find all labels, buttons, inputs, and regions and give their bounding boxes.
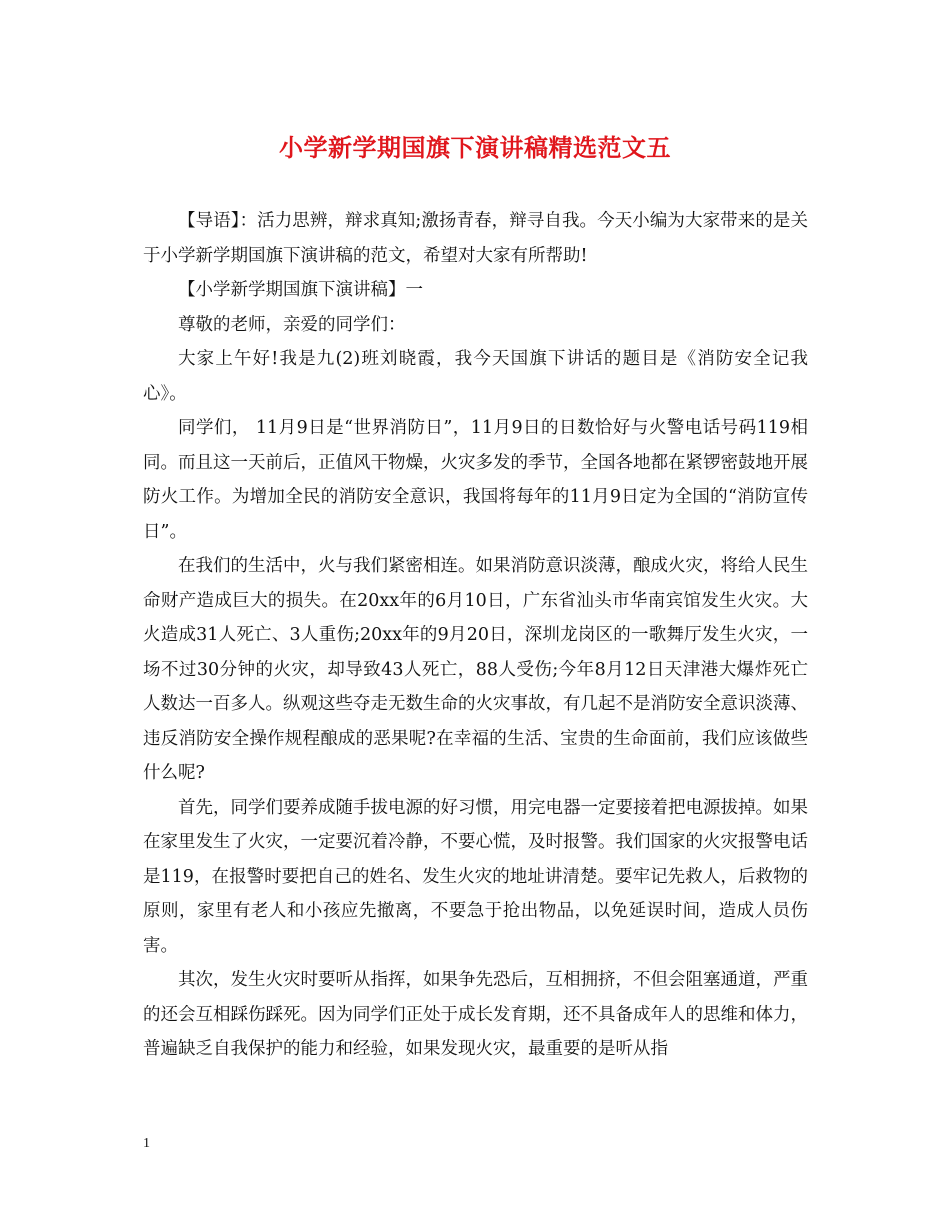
paragraph-opening: 大家上午好!我是九(2)班刘晓霞，我今天国旗下讲话的题目是《消防安全记我心》。 — [143, 349, 808, 404]
paragraph-fire-day: 同学们， 11月9日是“世界消防日”，11月9日的日数恰好与火警电话号码119相同。而且这一天前后，正值风干物燥，火灾多发的季节，全国各地都在紧锣密鼓地开展防火工作。为增加全民的消防安全意识，我国将每年的11月9日定为全国的“消防宣传日”。 — [143, 418, 808, 542]
paragraph-section-heading: 【小学新学期国旗下演讲稿】一 — [178, 280, 423, 300]
paragraph-fire-cases: 在我们的生活中，火与我们紧密相连。如果消防意识淡薄，酿成火灾，将给人民生命财产造成巨大的损失。在20xx年的6月10日，广东省汕头市华南宾馆发生火灾。大火造成31人死亡、3人重伤;20xx年的9月20日，深圳龙岗区的一歌舞厅发生火灾，一场不过30分钟的火灾，却导致43人死亡，88人受伤;今年8月12日天津港大爆炸死亡人数达一百多人。纵观这些夺走无数生命的火灾事故，有几起不是消防安全意识淡薄、违反消防安全操作规程酿成的恶果呢?在幸福的生活、宝贵的生命面前，我们应该做些什么呢? — [143, 556, 808, 783]
document-body — [143, 204, 808, 1067]
paragraph-intro: 【导语】：活力思辨，辩求真知;激扬青春，辩寻自我。今天小编为大家带来的是关于小学新学期国旗下演讲稿的范文，希望对大家有所帮助! — [143, 211, 808, 266]
page-number: 1 — [143, 1136, 150, 1151]
paragraph-greeting: 尊敬的老师，亲爱的同学们： — [178, 314, 406, 335]
paragraph-first-advice: 首先，同学们要养成随手拔电源的好习惯，用完电器一定要接着把电源拔掉。如果在家里发生了火灾，一定要沉着冷静，不要心慌，及时报警。我们国家的火灾报警电话是119，在报警时要把自己的姓名、发生火灾的地址讲清楚。要牢记先救人，后救物的原则，家里有老人和小孩应先撤离，不要急于抢出物品，以免延误时间，造成人员伤害。 — [143, 797, 808, 956]
document-title: 小学新学期国旗下演讲稿精选范文五 — [279, 133, 671, 162]
paragraph-second-advice: 其次，发生火灾时要听从指挥，如果争先恐后，互相拥挤，不但会阻塞通道，严重的还会互相踩伤踩死。因为同学们正处于成长发育期，还不具备成年人的思维和体力，普遍缺乏自我保护的能力和经验，如果发现火灾，最重要的是听从指 — [143, 970, 808, 1059]
